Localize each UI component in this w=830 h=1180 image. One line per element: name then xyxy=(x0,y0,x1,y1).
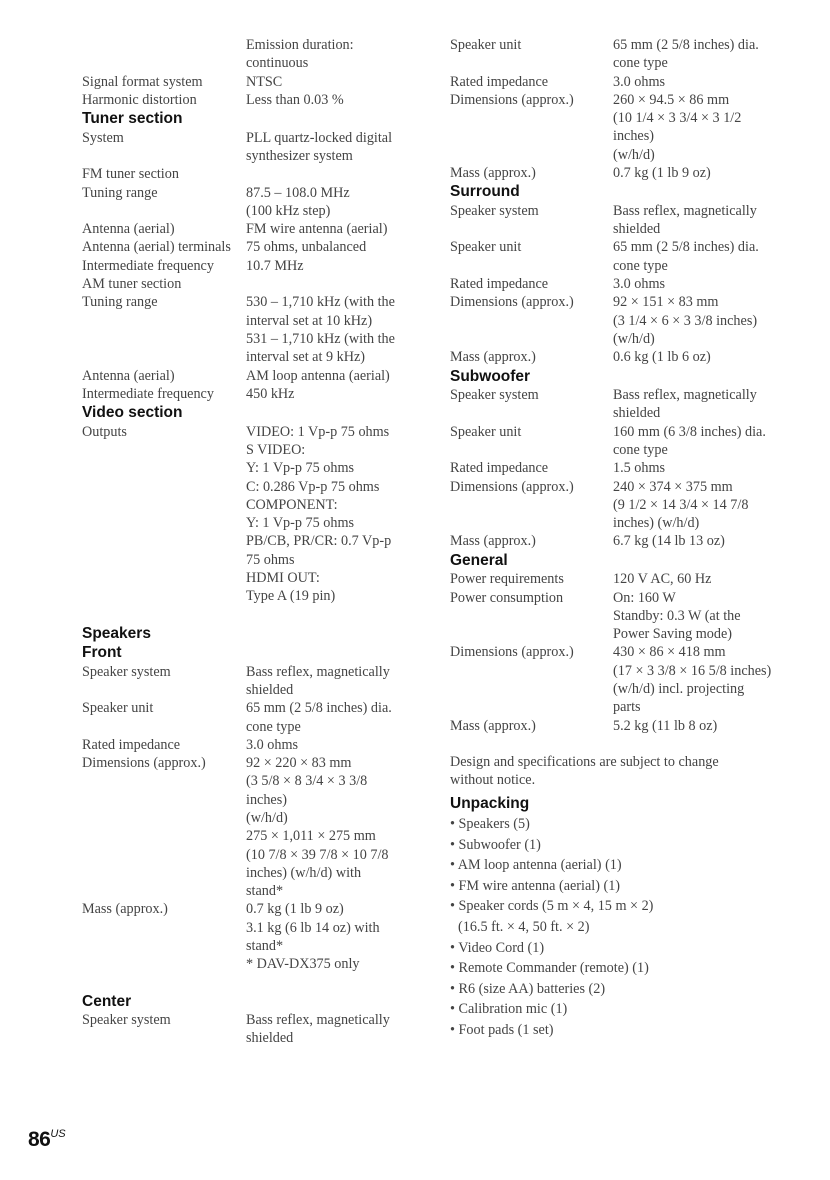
spec-label: Speaker unit xyxy=(450,37,522,53)
spec-label: Intermediate frequency xyxy=(82,257,214,274)
spec-row xyxy=(450,91,780,164)
spec-value: 6.7 kg (14 lb 13 oz) xyxy=(613,533,725,550)
spacer xyxy=(450,735,780,753)
specs-column-left xyxy=(82,36,402,1048)
spec-label: Outputs xyxy=(82,423,127,440)
spec-value: 3.0 ohms xyxy=(246,736,299,753)
spec-value: 10.7 MHz xyxy=(246,257,304,274)
spec-row xyxy=(82,257,402,275)
list-item: • R6 (size AA) batteries (2) xyxy=(450,979,780,1000)
spec-value: 65 mm (2 5/8 inches) dia. cone type xyxy=(613,239,759,274)
list-item: • Video Cord (1) xyxy=(450,938,780,959)
spec-label: Mass (approx.) xyxy=(450,349,536,366)
spec-label: Tuning range xyxy=(82,184,158,201)
spec-row xyxy=(82,184,402,221)
spec-value: NTSC xyxy=(246,73,283,90)
section-heading-video-section: Video section xyxy=(82,404,183,422)
spec-label: Speaker system xyxy=(82,663,171,680)
spacer xyxy=(82,606,402,624)
spec-label: Dimensions (approx.) xyxy=(450,294,574,311)
spec-row xyxy=(82,423,402,606)
spec-label: Mass (approx.) xyxy=(450,165,536,182)
spec-value: 75 ohms, unbalanced xyxy=(246,239,367,256)
spec-label: Intermediate frequency xyxy=(82,385,214,402)
spec-label: Speaker system xyxy=(82,1012,171,1029)
spec-value: 65 mm (2 5/8 inches) dia. cone type xyxy=(246,700,392,735)
list-item: • AM loop antenna (aerial) (1) xyxy=(450,855,780,876)
spec-label: Mass (approx.) xyxy=(450,533,536,550)
specs-column-right xyxy=(450,36,780,1041)
page-number-suffix: US xyxy=(50,1128,66,1140)
spec-value: Bass reflex, magnetically shielded xyxy=(246,1012,390,1047)
spec-value: PLL quartz-locked digital synthesizer system xyxy=(246,129,393,164)
spec-value: FM wire antenna (aerial) xyxy=(246,221,388,238)
spec-row xyxy=(450,164,780,182)
spec-label: Dimensions (approx.) xyxy=(450,91,574,108)
spec-label: Harmonic distortion xyxy=(82,91,197,108)
spec-label: Tuning range xyxy=(82,294,158,311)
spec-row xyxy=(450,386,780,423)
spec-label: FM tuner section xyxy=(82,166,179,183)
spec-row xyxy=(450,717,780,735)
spec-value: 240 × 374 × 375 mm (9 1/2 × 14 3/4 × 14 7/8 inches) (w/h/d) xyxy=(613,478,749,532)
spec-row xyxy=(450,589,780,644)
list-item: • Speaker cords (5 m × 4, 15 m × 2) (16.5 ft. × 4, 50 ft. × 2) xyxy=(450,896,780,937)
section-heading-unpacking: Unpacking xyxy=(450,795,530,813)
spec-row xyxy=(82,73,402,91)
spec-label: Power requirements xyxy=(450,571,564,588)
spec-label: AM tuner section xyxy=(82,276,182,293)
spec-row xyxy=(82,293,402,366)
spec-row xyxy=(82,385,402,403)
unpacking-list xyxy=(450,814,780,1041)
spec-row xyxy=(82,367,402,385)
spec-label: Signal format system xyxy=(82,73,203,90)
spec-value: 87.5 – 108.0 MHz (100 kHz step) xyxy=(246,184,350,219)
list-item: • Remote Commander (remote) (1) xyxy=(450,958,780,979)
list-item: • Speakers (5) xyxy=(450,814,780,835)
spec-row xyxy=(82,238,402,256)
spec-row xyxy=(82,220,402,238)
spec-row xyxy=(450,643,780,716)
spec-row xyxy=(450,532,780,550)
spec-value xyxy=(246,165,402,183)
spec-label: System xyxy=(82,129,124,146)
spec-value: 92 × 151 × 83 mm (3 1/4 × 6 × 3 3/8 inches) (w/h/d) xyxy=(613,294,758,347)
spec-row xyxy=(82,91,402,109)
spec-value: 65 mm (2 5/8 inches) dia. cone type xyxy=(613,37,759,72)
spec-row xyxy=(82,736,402,754)
spec-value: 5.2 kg (11 lb 8 oz) xyxy=(613,717,718,734)
list-item: • Foot pads (1 set) xyxy=(450,1020,780,1041)
spec-label: Rated impedance xyxy=(450,460,549,477)
spec-row xyxy=(450,275,780,293)
spec-row xyxy=(450,202,780,239)
section-heading-front: Front xyxy=(82,644,122,662)
disclaimer-text: Design and specifications are subject to change without notice. xyxy=(450,753,719,789)
spacer xyxy=(82,974,402,992)
spec-value: Emission duration: continuous xyxy=(246,37,354,72)
spec-label: Speaker system xyxy=(450,202,539,219)
spec-row xyxy=(82,900,402,973)
spec-row xyxy=(82,165,402,183)
spec-value: 120 V AC, 60 Hz xyxy=(613,571,712,588)
page-number-value: 86 xyxy=(28,1128,51,1151)
section-heading-tuner-section: Tuner section xyxy=(82,110,183,128)
spec-label: Mass (approx.) xyxy=(450,717,536,734)
spec-value: Bass reflex, magnetically shielded xyxy=(246,663,390,698)
spec-row xyxy=(82,663,402,700)
spec-value: 0.7 kg (1 lb 9 oz) 3.1 kg (6 lb 14 oz) with stand* * DAV-DX375 only xyxy=(246,901,380,973)
spec-value: 530 – 1,710 kHz (with the interval set at 10 kHz) 531 – 1,710 kHz (with the interval set at 9 kHz) xyxy=(246,294,395,366)
section-heading-subwoofer: Subwoofer xyxy=(450,367,531,385)
spec-value xyxy=(246,275,402,293)
spec-value: 450 kHz xyxy=(246,385,295,402)
spec-value: On: 160 W Standby: 0.3 W (at the Power Saving mode) xyxy=(613,589,741,643)
spec-row xyxy=(450,348,780,366)
list-item: • Subwoofer (1) xyxy=(450,835,780,856)
spec-label: Speaker unit xyxy=(82,700,154,717)
spec-row xyxy=(82,1011,402,1048)
section-heading-center: Center xyxy=(82,992,132,1010)
spec-value: AM loop antenna (aerial) xyxy=(246,367,390,384)
spec-label: Rated impedance xyxy=(450,73,549,90)
spec-label: Dimensions (approx.) xyxy=(82,755,206,772)
spec-row xyxy=(82,699,402,736)
spec-label: Mass (approx.) xyxy=(82,901,168,918)
spec-label: Antenna (aerial) terminals xyxy=(82,239,231,256)
spec-value: 0.6 kg (1 lb 6 oz) xyxy=(613,349,711,366)
spec-row xyxy=(82,754,402,900)
spec-value: Less than 0.03 % xyxy=(246,91,344,108)
spec-label: Speaker unit xyxy=(450,423,522,440)
spec-row xyxy=(450,238,780,275)
spec-row xyxy=(82,36,402,73)
spec-value: Bass reflex, magnetically shielded xyxy=(613,387,757,422)
spec-value: 430 × 86 × 418 mm (17 × 3 3/8 × 16 5/8 inches) (w/h/d) incl. projecting parts xyxy=(613,644,772,716)
spec-value: 0.7 kg (1 lb 9 oz) xyxy=(613,165,711,182)
section-heading-general: General xyxy=(450,551,508,569)
section-heading-surround: Surround xyxy=(450,183,520,201)
spec-label: Dimensions (approx.) xyxy=(450,644,574,661)
spec-value: 3.0 ohms xyxy=(613,73,666,90)
spec-label: Rated impedance xyxy=(450,276,549,293)
spec-value: VIDEO: 1 Vp-p 75 ohms S VIDEO: Y: 1 Vp-p 75 ohms C: 0.286 Vp-p 75 ohms COMPONENT: Y: 1 Vp-p 75 ohms PB/CB, PR/CR: 0.7 Vp-p 75 ohms HDMI OUT: Type A (19 pin) xyxy=(246,423,392,605)
spec-row xyxy=(450,478,780,533)
spec-label: Dimensions (approx.) xyxy=(450,478,574,495)
spec-value: Bass reflex, magnetically shielded xyxy=(613,202,757,238)
list-item: • Calibration mic (1) xyxy=(450,999,780,1020)
spec-value: 160 mm (6 3/8 inches) dia. cone type xyxy=(613,423,766,458)
spec-value: 92 × 220 × 83 mm (3 5/8 × 8 3/4 × 3 3/8 inches) (w/h/d) 275 × 1,011 × 275 mm (10 7/8 × 39 7/8 × 10 7/8 inches) (w/h/d) with stand* xyxy=(246,755,389,900)
spec-label: Antenna (aerial) xyxy=(82,221,175,238)
spec-label: Rated impedance xyxy=(82,736,181,753)
spec-row xyxy=(82,275,402,293)
spec-value: 3.0 ohms xyxy=(613,276,666,293)
spec-row xyxy=(82,129,402,166)
spec-row xyxy=(450,570,780,588)
spec-value: 1.5 ohms xyxy=(613,460,666,477)
spec-row xyxy=(450,293,780,348)
spec-label: Power consumption xyxy=(450,589,564,606)
page-number xyxy=(28,1128,66,1152)
spec-row xyxy=(450,459,780,477)
spec-row xyxy=(450,423,780,460)
spec-label: Antenna (aerial) xyxy=(82,367,175,384)
spec-label: Speaker unit xyxy=(450,239,522,256)
spec-row xyxy=(450,73,780,91)
spec-label xyxy=(82,36,246,73)
section-heading-speakers: Speakers xyxy=(82,624,151,642)
spec-row xyxy=(450,36,780,73)
list-item: • FM wire antenna (aerial) (1) xyxy=(450,876,780,897)
spec-label: Speaker system xyxy=(450,387,539,404)
spec-value: 260 × 94.5 × 86 mm (10 1/4 × 3 3/4 × 3 1/2 inches) (w/h/d) xyxy=(613,91,742,163)
